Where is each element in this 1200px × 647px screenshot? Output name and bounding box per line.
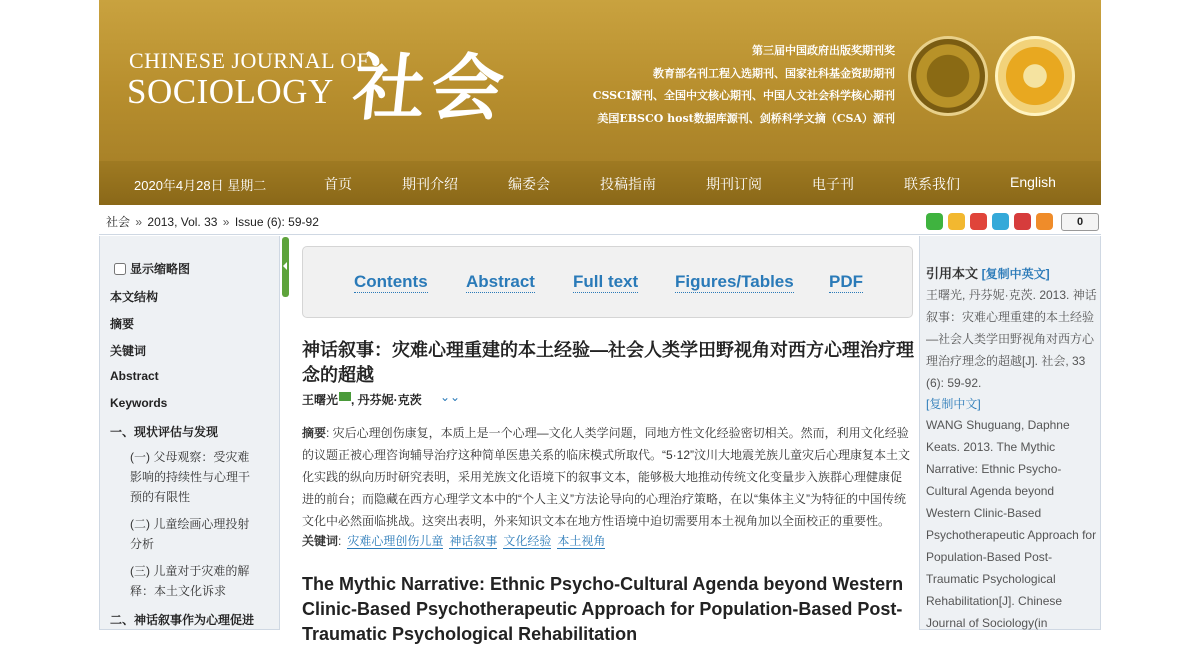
nav-item-contact[interactable]: 联系我们 xyxy=(904,176,960,192)
citation-sidebar xyxy=(919,236,1101,630)
honor-line: 美国EBSCO host数据库源刊、剑桥科学文摘（CSA）源刊 xyxy=(597,111,895,125)
share-count: 0 xyxy=(1061,213,1099,231)
nav-item-subscription[interactable]: 期刊订阅 xyxy=(706,176,762,192)
honor-line: CSSCI源刊、全国中文核心期刊、中国人文社会科学核心期刊 xyxy=(592,89,895,102)
collapse-sidebar-handle[interactable] xyxy=(282,237,289,297)
copy-cn-en-button[interactable]: [复制中英文] xyxy=(981,267,1050,281)
author-name[interactable]: 王曙光 xyxy=(302,393,339,407)
author-name[interactable]: , 丹芬妮·克茨 xyxy=(351,393,422,407)
abstract-label: 摘要 xyxy=(302,426,327,440)
tab-figures-tables[interactable]: Figures/Tables xyxy=(675,272,794,291)
outline-subitem[interactable]: (二) 儿童绘画心理投射分析 xyxy=(130,517,250,551)
cite-heading xyxy=(926,263,1050,282)
main-nav xyxy=(99,161,1101,205)
show-thumbnail-toggle[interactable] xyxy=(114,260,190,277)
outline-subitem[interactable]: (一) 父母观察：受灾难影响的持续性与心理干预的有限性 xyxy=(130,450,251,504)
article-title-cn: 神话叙事：灾难心理重建的本土经验—社会人类学田野视角对西方心理治疗理念的超越 xyxy=(302,340,914,385)
nav-item-about[interactable]: 期刊介绍 xyxy=(402,176,458,192)
breadcrumb-separator: » xyxy=(135,215,143,229)
citation-en: WANG Shuguang, Daphne Keats. 2013. The Mythic Narrative: Ethnic Psycho-Cultural Agenda beyond Western Clinic-Based Psychotherapeutic Approach for Population-Based Post-Traumatic Psychological Rehabilitation[J]. Chinese Journal of Sociology(in xyxy=(926,418,1097,630)
tab-abstract[interactable]: Abstract xyxy=(466,272,535,291)
keywords-cn: 关键词: 灾难心理创伤儿童 神话叙事 文化经验 本土视角 xyxy=(302,534,606,548)
copy-cn-button[interactable]: [复制中文] xyxy=(926,397,981,411)
weibo-share-icon[interactable] xyxy=(970,213,987,230)
nav-item-e-journal[interactable]: 电子刊 xyxy=(812,176,854,192)
show-thumbnail-label: 显示缩略图 xyxy=(130,262,191,276)
show-thumbnail-checkbox[interactable] xyxy=(114,263,126,275)
email-icon[interactable] xyxy=(339,392,351,401)
honors-list xyxy=(593,40,895,130)
outline-item-section-2[interactable]: 二、神话叙事作为心理促进 xyxy=(110,613,255,627)
breadcrumb xyxy=(99,205,1101,235)
article-tabs xyxy=(302,246,913,318)
journal-title-en-line1: CHINESE JOURNAL OF xyxy=(129,48,370,73)
outline-item-section-1[interactable]: 一、现状评估与发现 xyxy=(110,425,219,439)
keyword-link[interactable]: 灾难心理创伤儿童 xyxy=(347,534,444,548)
nav-item-home[interactable]: 首页 xyxy=(324,176,352,192)
tencent-weibo-share-icon[interactable] xyxy=(992,213,1009,230)
more-share-icon[interactable] xyxy=(1036,213,1053,230)
page xyxy=(99,0,1101,644)
nav-item-editorial-board[interactable]: 编委会 xyxy=(508,176,550,192)
honor-line: 第三届中国政府出版奖期刊奖 xyxy=(752,44,895,57)
award-seal-icon xyxy=(908,36,988,116)
author-list xyxy=(302,391,422,408)
nav-item-english[interactable]: English xyxy=(1010,174,1056,190)
keyword-link[interactable]: 神话叙事 xyxy=(449,534,498,548)
keyword-link[interactable]: 本土视角 xyxy=(557,534,606,548)
outline-item-keywords-en[interactable]: Keywords xyxy=(110,396,168,410)
breadcrumb-issue[interactable]: Issue (6): 59-92 xyxy=(234,215,319,229)
journal-title-cn: 社会 xyxy=(348,45,514,130)
cite-heading-label: 引用本文 xyxy=(926,266,979,281)
tab-pdf[interactable]: PDF xyxy=(829,272,863,291)
renren-share-icon[interactable] xyxy=(1014,213,1031,230)
qzone-share-icon[interactable] xyxy=(948,213,965,230)
tab-full-text[interactable]: Full text xyxy=(573,272,639,291)
tab-contents[interactable]: Contents xyxy=(354,272,428,291)
outline-sidebar xyxy=(99,236,280,630)
journal-title-en-line2: SOCIOLOGY xyxy=(127,72,334,111)
breadcrumb-separator: » xyxy=(222,215,230,229)
citation-cn: 王曙光, 丹芬妮·克茨. 2013. 神话叙事：灾难心理重建的本土经验—社会人类学田野视角对西方心理治疗理念的超越[J]. 社会, 33 (6): 59-92. xyxy=(926,288,1097,390)
outline-item[interactable]: 本文结构 xyxy=(110,290,159,304)
header-banner xyxy=(99,0,1101,161)
keyword-link[interactable]: 文化经验 xyxy=(503,534,552,548)
wechat-share-icon[interactable] xyxy=(926,213,943,230)
keywords-label: 关键词 xyxy=(302,534,339,548)
breadcrumb-path xyxy=(106,213,319,230)
honor-line: 教育部名刊工程入选期刊、国家社科基金资助期刊 xyxy=(653,66,895,80)
breadcrumb-volume[interactable]: 2013, Vol. 33 xyxy=(147,215,218,229)
expand-author-info-icon[interactable]: ⌄⌄ xyxy=(440,390,461,404)
outline-item-abstract-cn[interactable]: 摘要 xyxy=(110,317,135,331)
current-date: 2020年4月28日 星期二 xyxy=(134,178,267,193)
outline-item-keywords-cn[interactable]: 关键词 xyxy=(110,344,147,358)
abstract-cn xyxy=(302,422,910,532)
abstract-text: : 灾后心理创伤康复，本质上是一个心理—文化人类学问题，同地方性文化经验密切相关。然而，利用文化经验的议题正被心理咨询辅导治疗这种简单医患关系的临床模式所取代。“5·12”汶川大地震羌族儿童灾后心理康复本土文化实践的纵向历时研究表明，采用羌族文化语境下的叙事文本，能够极大地推动传统文化变量步入族群心理健康促进的前台；而隐藏在西方心理学文本中的“个人主义”方法论导向的心理治疗策略，在以“集体主义”为特征的中国传统文化中必然面临挑战。这突出表明，外来知识文本在地方性语境中迫切需要用本土视角加以全面校正的重要性。 xyxy=(302,426,911,528)
outline-subitem[interactable]: (三) 儿童对于灾难的解释：本土文化诉求 xyxy=(130,564,250,598)
article-title-en: The Mythic Narrative: Ethnic Psycho-Cultural Agenda beyond Western Clinic-Based Psychotherapeutic Approach for Population-Based Post-Traumatic Psychological Rehabilitation xyxy=(302,574,904,644)
nav-item-submission-guide[interactable]: 投稿指南 xyxy=(600,176,656,192)
award-emblem-icon xyxy=(995,36,1075,116)
outline-item-abstract-en[interactable]: Abstract xyxy=(110,369,159,383)
breadcrumb-journal[interactable]: 社会 xyxy=(106,215,131,229)
